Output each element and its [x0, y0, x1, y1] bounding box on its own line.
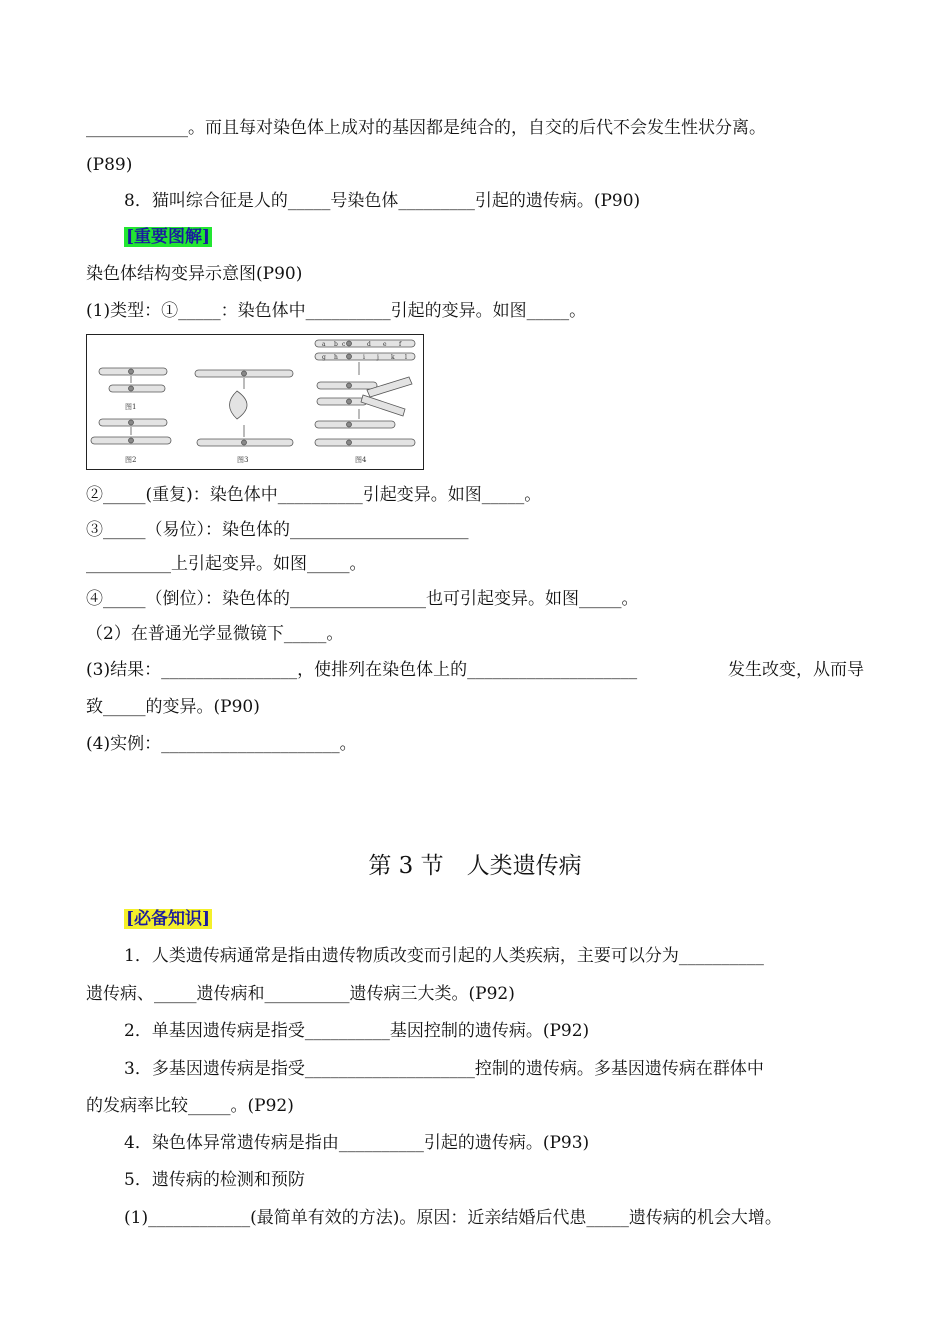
result-line-part-2: 发生改变，从而导: [728, 660, 864, 680]
question-3-cont: 的发病率比较_____。(P92): [86, 1096, 294, 1116]
diagram-caption: 染色体结构变异示意图(P90): [86, 264, 303, 284]
required-knowledge-tag-row: [124, 908, 864, 930]
result-line-cont: 致_____的变异。(P90): [86, 697, 260, 717]
figure-label-1: 图1: [125, 403, 137, 411]
type-3-line-cont: __________上引起变异。如图_____。: [86, 554, 367, 574]
type-2-line: ②_____(重复)：染色体中__________引起变异。如图_____。: [86, 485, 542, 505]
gene-g: g: [322, 354, 326, 361]
gene-d: d: [367, 341, 371, 348]
question-2: 2．单基因遗传病是指受__________基因控制的遗传病。(P92): [124, 1021, 590, 1041]
question-5-1: (1)____________(最简单有效的方法)。原因：近亲结婚后代患_____遗传病的机会大增。: [124, 1208, 782, 1228]
gene-i: i: [363, 354, 365, 361]
gene-h: h: [334, 354, 338, 361]
section-title: 第 3 节 人类遗传病: [368, 853, 582, 879]
gene-j: j: [377, 354, 379, 361]
gene-c: c: [342, 341, 346, 348]
gene-b: b: [334, 341, 338, 348]
example-line: (4)实例：_____________________。: [86, 734, 357, 754]
figure-label-2: 图2: [125, 456, 137, 464]
important-diagram-tag-row: [124, 226, 864, 248]
figure-label-3: 图3: [237, 456, 249, 464]
gene-f: f: [399, 341, 402, 348]
required-knowledge-tag: [必备知识]: [126, 909, 211, 929]
gene-e: e: [383, 341, 387, 348]
chromosome-diagram: [87, 335, 422, 468]
text-line-1: ____________。而且每对染色体上成对的基因都是纯合的，自交的后代不会发生性状分离。: [86, 118, 766, 138]
text-line-2: (P89): [86, 155, 133, 175]
microscope-line: （2）在普通光学显微镜下_____。: [86, 624, 344, 644]
figure-label-4: 图4: [355, 456, 367, 464]
question-5: 5．遗传病的检测和预防: [124, 1170, 305, 1190]
question-8: 8．猫叫综合征是人的_____号染色体_________引起的遗传病。(P90): [124, 191, 641, 211]
question-1-cont: 遗传病、_____遗传病和__________遗传病三大类。(P92): [86, 984, 515, 1004]
type-4-line: ④_____（倒位）：染色体的________________也可引起变异。如图_____。: [86, 589, 639, 609]
question-1: 1．人类遗传病通常是指由遗传物质改变而引起的人类疾病，主要可以分为__________: [124, 946, 764, 966]
result-line-part-1: (3)结果：________________，使排列在染色体上的____________________: [86, 660, 638, 680]
type-3-line: ③_____（易位）：染色体的_____________________: [86, 520, 469, 540]
important-diagram-tag: [重要图解]: [126, 227, 211, 247]
gene-l: l: [405, 354, 407, 361]
gene-k: k: [391, 354, 395, 361]
question-3: 3．多基因遗传病是指受____________________控制的遗传病。多基因遗传病在群体中: [124, 1059, 764, 1079]
result-line: [86, 659, 864, 681]
question-4: 4．染色体异常遗传病是指由__________引起的遗传病。(P93): [124, 1133, 590, 1153]
gene-a: a: [322, 341, 326, 348]
chromosome-variation-figure: [86, 334, 424, 470]
type-1-line: (1)类型：①_____：染色体中__________引起的变异。如图_____。: [86, 301, 587, 321]
